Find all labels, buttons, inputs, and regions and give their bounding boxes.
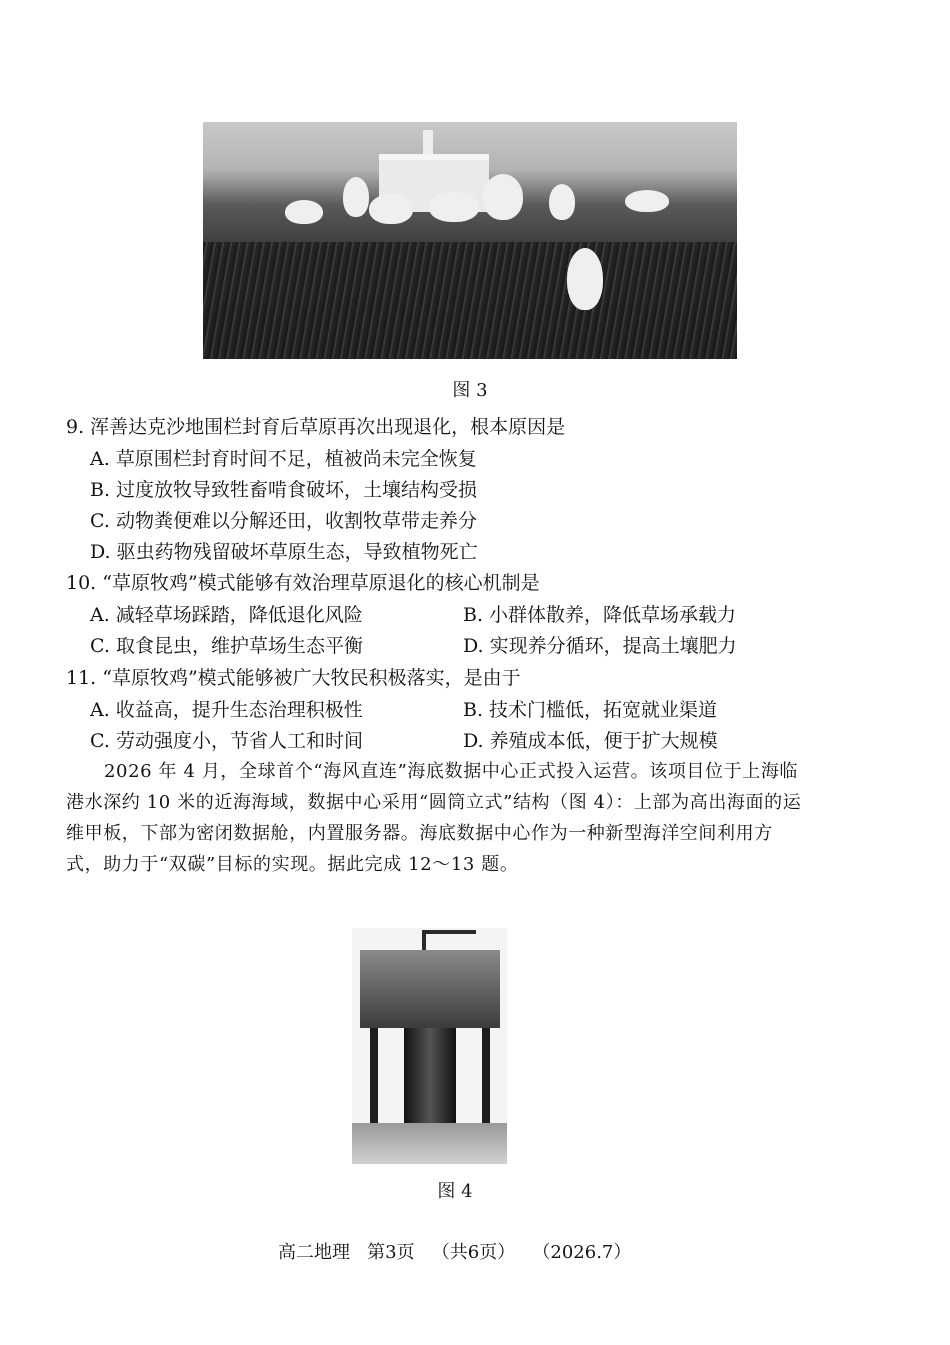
chicken	[285, 200, 323, 224]
question-11-option-d: D. 养殖成本低，便于扩大规模	[463, 730, 718, 752]
question-11-option-c: C. 劳动强度小，节省人工和时间	[90, 730, 363, 752]
chicken	[625, 190, 669, 212]
chicken	[369, 194, 413, 224]
passage-line: 式，助力于“双碳”目标的实现。据此完成 12～13 题。	[66, 854, 519, 875]
figure-3-caption: 图 3	[452, 380, 488, 401]
figure-4-caption: 图 4	[437, 1181, 473, 1202]
question-10-option-c: C. 取食昆虫，维护草场生态平衡	[90, 635, 363, 657]
question-11-option-a: A. 收益高，提升生态治理积极性	[90, 699, 363, 721]
question-9-option-c: C. 动物粪便难以分解还田，收割牧草带走养分	[90, 510, 477, 532]
chicken	[343, 177, 369, 217]
grass	[203, 242, 737, 359]
page-footer: 高二地理 第3页 （共6页） （2026.7）	[278, 1242, 632, 1263]
chicken	[567, 248, 603, 310]
question-10-option-a: A. 减轻草场踩踏，降低退化风险	[90, 604, 363, 626]
support-leg	[370, 1028, 378, 1123]
question-9-option-b: B. 过度放牧导致牲畜啃食破坏，土壤结构受损	[90, 479, 478, 501]
maintenance-deck	[360, 950, 500, 1028]
figure-4-photo	[352, 928, 507, 1164]
passage-line: 维甲板，下部为密闭数据舱，内置服务器。海底数据中心作为一种新型海洋空间利用方	[66, 823, 773, 844]
chicken	[429, 192, 479, 222]
chicken	[549, 184, 575, 220]
sea-water	[352, 1123, 507, 1164]
figure-3-photo	[203, 122, 737, 359]
question-10-option-d: D. 实现养分循环，提高土壤肥力	[463, 635, 737, 657]
data-cabin-cylinder	[404, 1028, 456, 1128]
chicken	[483, 174, 523, 220]
shed-vent	[423, 130, 433, 156]
question-9-option-a: A. 草原围栏封育时间不足，植被尚未完全恢复	[90, 448, 477, 470]
question-9-stem: 9. 浑善达克沙地围栏封育后草原再次出现退化，根本原因是	[66, 416, 566, 438]
question-11-option-b: B. 技术门槛低，拓宽就业渠道	[463, 699, 718, 721]
question-10-option-b: B. 小群体散养，降低草场承载力	[463, 604, 737, 626]
question-11-stem: 11. “草原牧鸡”模式能够被广大牧民积极落实，是由于	[66, 667, 521, 689]
support-leg	[482, 1028, 490, 1123]
passage-line: 2026 年 4 月，全球首个“海风直连”海底数据中心正式投入运营。该项目位于上海临	[104, 761, 799, 782]
question-9-option-d: D. 驱虫药物残留破坏草原生态，导致植物死亡	[90, 541, 478, 563]
passage-line: 港水深约 10 米的近海海域，数据中心采用“圆筒立式”结构（图 4）：上部为高出海面的运	[66, 792, 802, 813]
question-10-stem: 10. “草原牧鸡”模式能够有效治理草原退化的核心机制是	[66, 572, 540, 594]
